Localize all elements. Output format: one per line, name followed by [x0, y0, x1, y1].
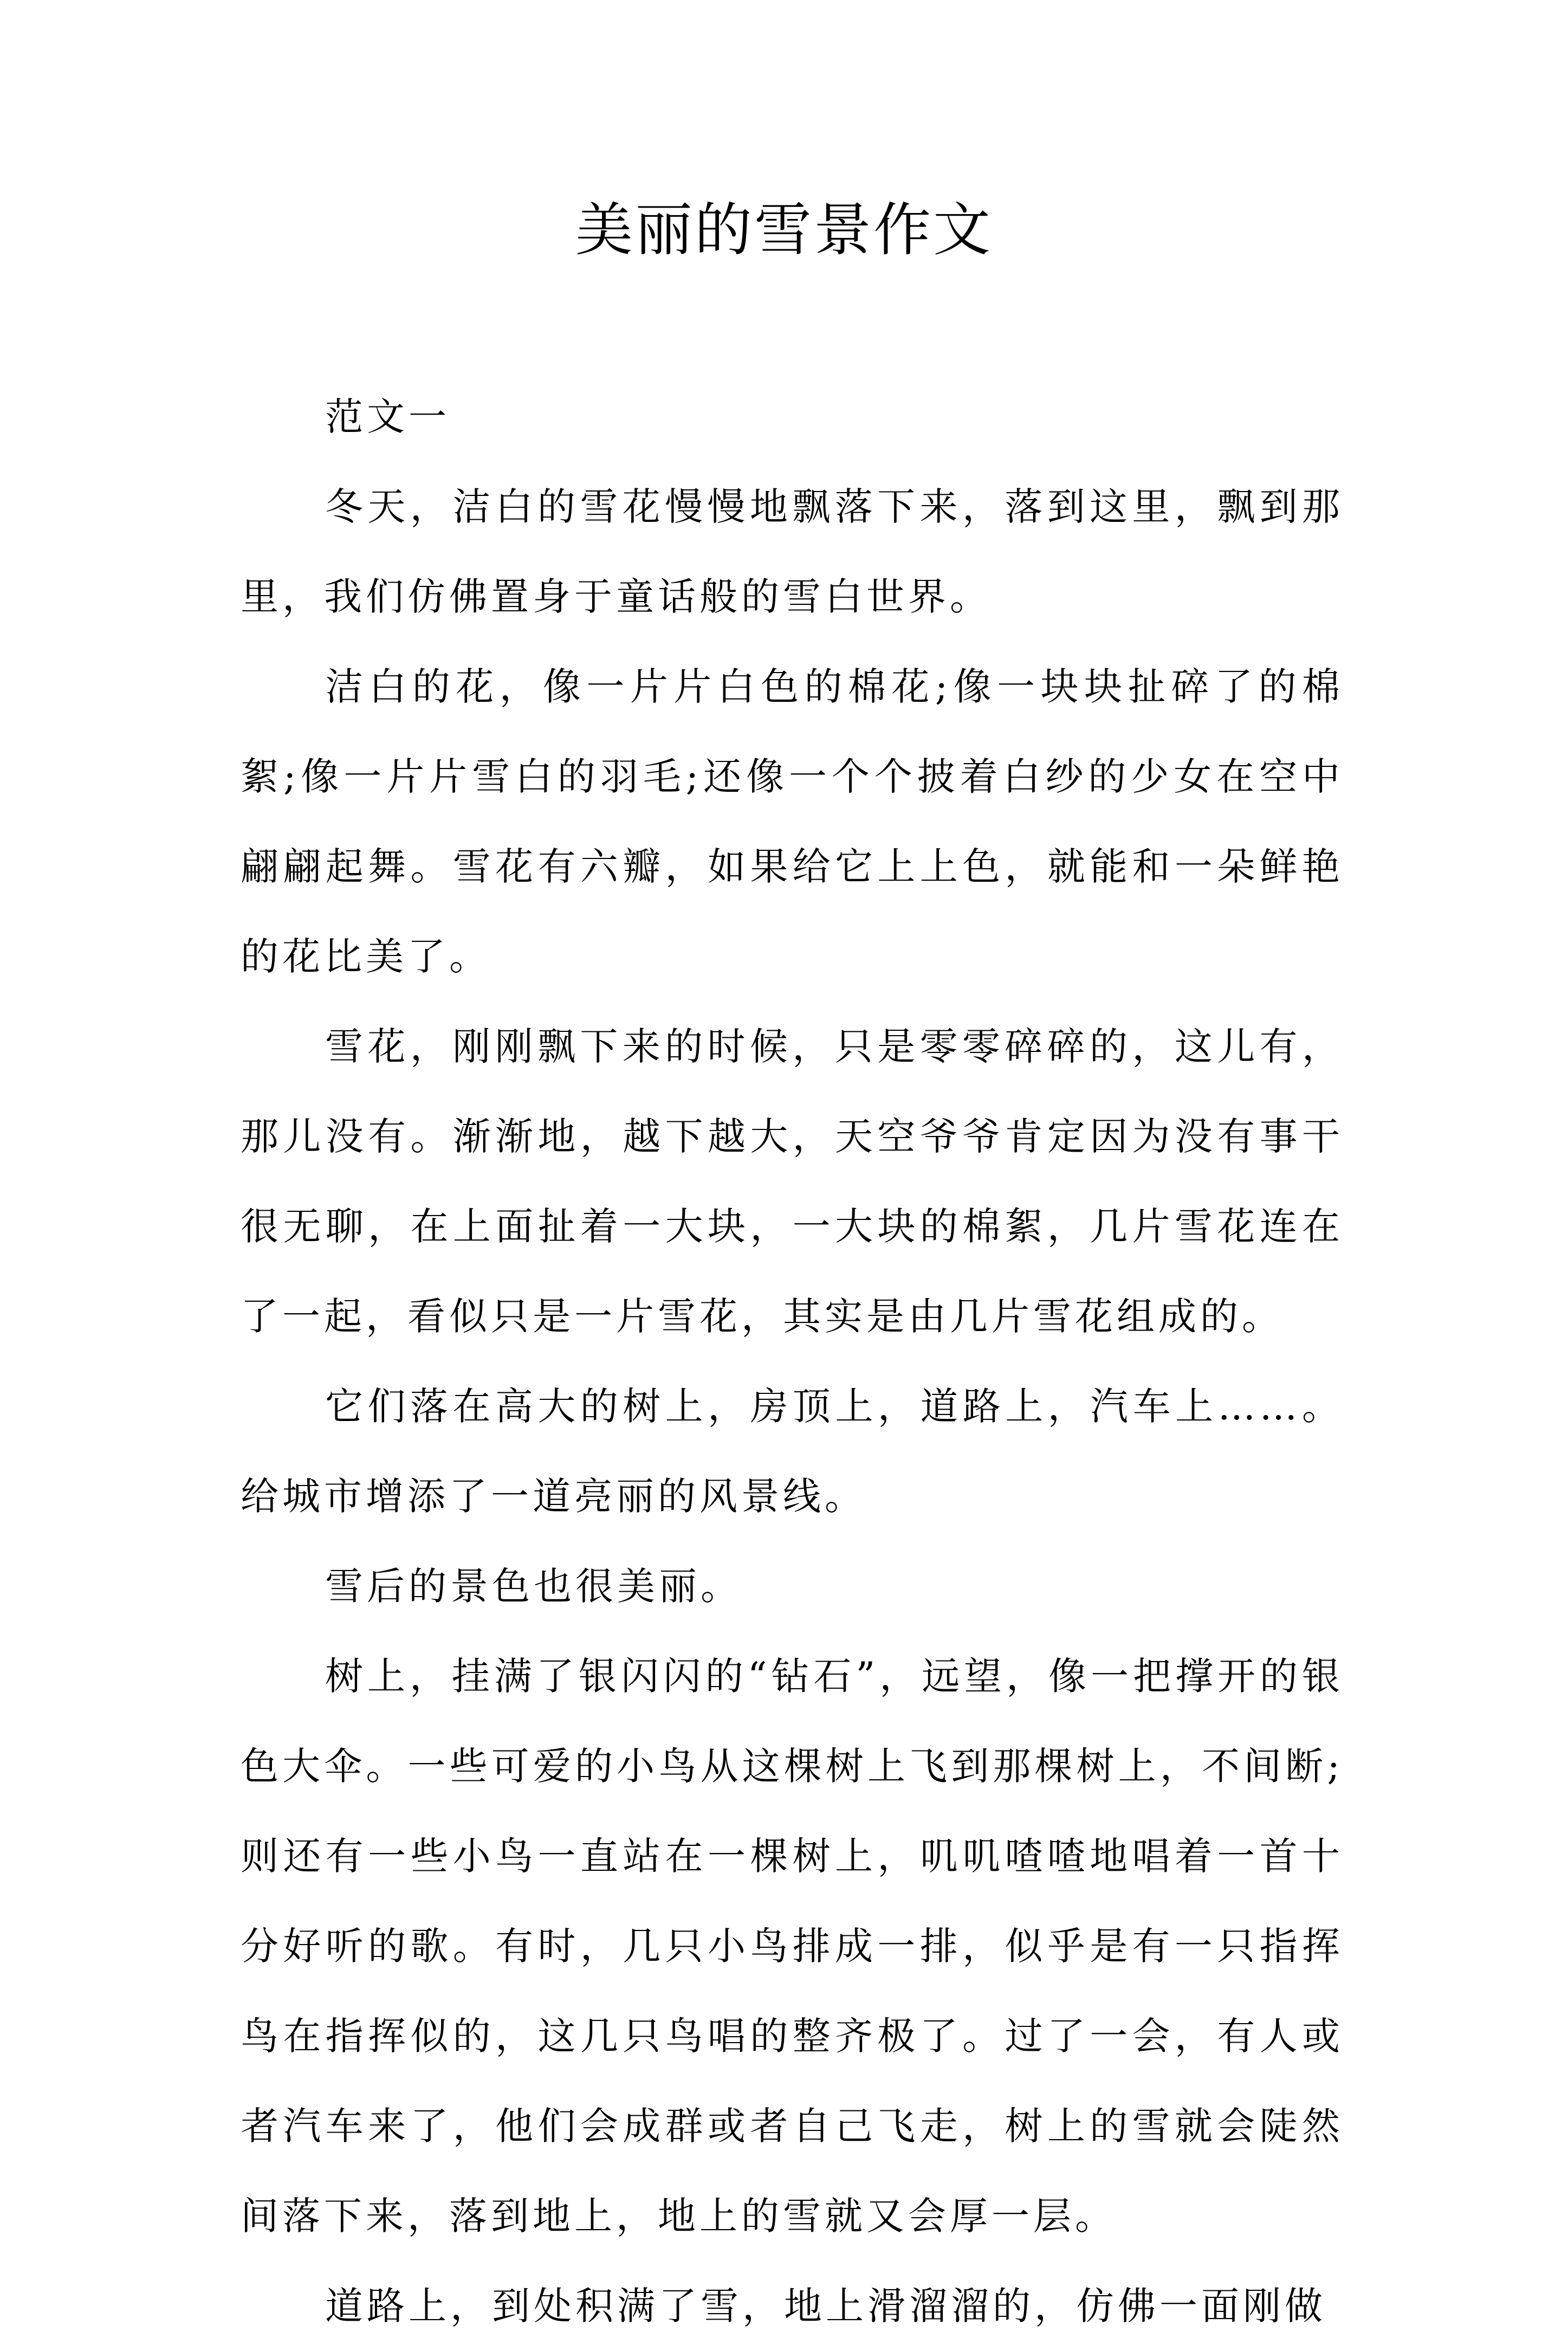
paragraph: 冬天，洁白的雪花慢慢地飘落下来，落到这里，飘到那里，我们仿佛置身于童话般的雪白世界。 — [241, 485, 1344, 619]
paragraph: 洁白的花，像一片片白色的棉花;像一块块扯碎了的棉絮;像一片片雪白的羽毛;还像一个个披着白纱的少女在空中翩翩起舞。雪花有六瓣，如果给它上上色，就能和一朵鲜艳的花比美了。 — [241, 664, 1344, 979]
paragraph: 雪花，刚刚飘下来的时候，只是零零碎碎的，这儿有，那儿没有。渐渐地，越下越大，天空爷爷肯定因为没有事干很无聊，在上面扯着一大块，一大块的棉絮，几片雪花连在了一起，看似只是一片雪花，其实是由几片雪花组成的。 — [241, 1024, 1344, 1339]
paragraph: 雪后的景色也很美丽。 — [325, 1564, 742, 1609]
paragraph: 它们落在高大的树上，房顶上，道路上，汽车上……。给城市增添了一道亮丽的风景线。 — [241, 1384, 1344, 1519]
document-title: 美丽的雪景作文 — [575, 197, 993, 263]
document-body — [241, 372, 1344, 2351]
paragraph: 树上，挂满了银闪闪的“钻石”，远望，像一把撑开的银色大伞。一些可爱的小鸟从这棵树上飞到那棵树上，不间断;则还有一些小鸟一直站在一棵树上，叽叽喳喳地唱着一首十分好听的歌。有时，几只小鸟排成一排，似乎是有一只指挥鸟在指挥似的，这几只鸟唱的整齐极了。过了一会，有人或者汽车来了，他们会成群或者自己飞走，树上的雪就会陡然间落下来，落到地上，地上的雪就又会厚一层。 — [241, 1654, 1344, 2238]
paragraph: 道路上，到处积满了雪，地上滑溜溜的，仿佛一面刚做 — [325, 2284, 1326, 2328]
paragraph-heading: 范文一 — [325, 395, 450, 439]
